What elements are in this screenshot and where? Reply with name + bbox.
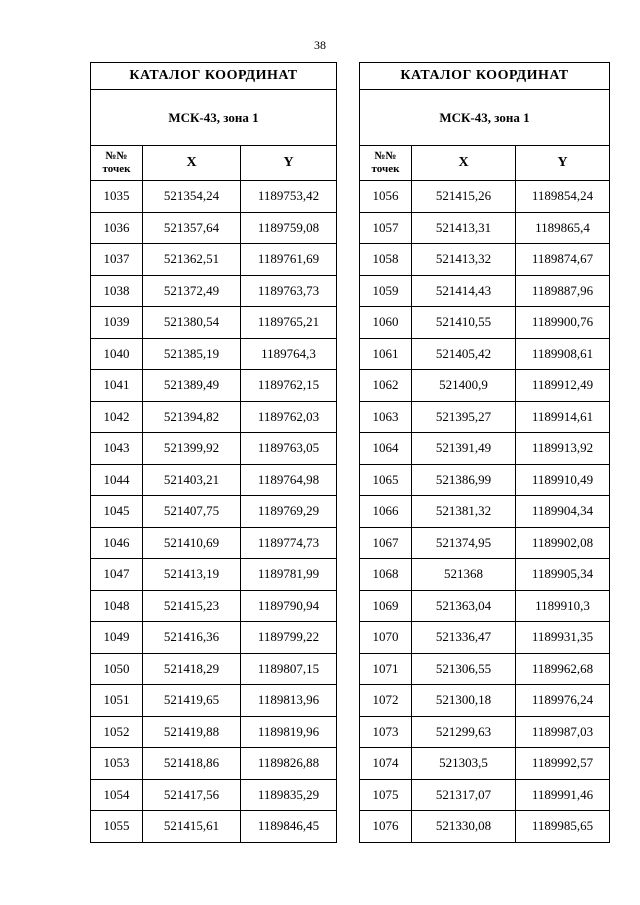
y-coordinate-cell: 1189769,29 bbox=[241, 496, 337, 528]
table-row bbox=[91, 622, 337, 654]
table-row bbox=[91, 370, 337, 402]
page-number: 38 bbox=[314, 38, 326, 52]
column-header-y: Y bbox=[241, 146, 337, 181]
y-coordinate-cell: 1189765,21 bbox=[241, 307, 337, 339]
header-num-symbol: №№ bbox=[374, 150, 397, 162]
y-coordinate-cell: 1189902,08 bbox=[516, 527, 610, 559]
point-number-cell: 1074 bbox=[360, 748, 412, 780]
table-row bbox=[91, 338, 337, 370]
table-row bbox=[91, 779, 337, 811]
x-coordinate-cell: 521400,9 bbox=[412, 370, 516, 402]
x-coordinate-cell: 521363,04 bbox=[412, 590, 516, 622]
point-number-cell: 1056 bbox=[360, 181, 412, 213]
point-number-cell: 1062 bbox=[360, 370, 412, 402]
x-coordinate-cell: 521299,63 bbox=[412, 716, 516, 748]
point-number-cell: 1061 bbox=[360, 338, 412, 370]
table-row bbox=[91, 527, 337, 559]
point-number-cell: 1073 bbox=[360, 716, 412, 748]
y-coordinate-cell: 1189987,03 bbox=[516, 716, 610, 748]
y-coordinate-cell: 1189908,61 bbox=[516, 338, 610, 370]
point-number-cell: 1053 bbox=[91, 748, 143, 780]
point-number-cell: 1035 bbox=[91, 181, 143, 213]
header-num-sub: точек bbox=[102, 163, 131, 175]
table-row bbox=[91, 559, 337, 591]
x-coordinate-cell: 521372,49 bbox=[143, 275, 241, 307]
table-row bbox=[360, 181, 610, 213]
table-row bbox=[360, 433, 610, 465]
table-row bbox=[360, 653, 610, 685]
point-number-cell: 1064 bbox=[360, 433, 412, 465]
x-coordinate-cell: 521405,42 bbox=[412, 338, 516, 370]
y-coordinate-cell: 1189865,4 bbox=[516, 212, 610, 244]
x-coordinate-cell: 521417,56 bbox=[143, 779, 241, 811]
y-coordinate-cell: 1189905,34 bbox=[516, 559, 610, 591]
y-coordinate-cell: 1189914,61 bbox=[516, 401, 610, 433]
table-row bbox=[360, 401, 610, 433]
x-coordinate-cell: 521394,82 bbox=[143, 401, 241, 433]
x-coordinate-cell: 521399,92 bbox=[143, 433, 241, 465]
point-number-cell: 1068 bbox=[360, 559, 412, 591]
y-coordinate-cell: 1189799,22 bbox=[241, 622, 337, 654]
x-coordinate-cell: 521413,19 bbox=[143, 559, 241, 591]
y-coordinate-cell: 1189835,29 bbox=[241, 779, 337, 811]
table-row bbox=[360, 685, 610, 717]
x-coordinate-cell: 521381,32 bbox=[412, 496, 516, 528]
x-coordinate-cell: 521374,95 bbox=[412, 527, 516, 559]
point-number-cell: 1075 bbox=[360, 779, 412, 811]
x-coordinate-cell: 521413,31 bbox=[412, 212, 516, 244]
point-number-cell: 1040 bbox=[91, 338, 143, 370]
y-coordinate-cell: 1189753,42 bbox=[241, 181, 337, 213]
y-coordinate-cell: 1189807,15 bbox=[241, 653, 337, 685]
coordinate-catalog-table-left bbox=[90, 62, 337, 843]
point-number-cell: 1055 bbox=[91, 811, 143, 843]
y-coordinate-cell: 1189781,99 bbox=[241, 559, 337, 591]
y-coordinate-cell: 1189913,92 bbox=[516, 433, 610, 465]
table-row bbox=[360, 559, 610, 591]
catalog-title: КАТАЛОГ КООРДИНАТ bbox=[91, 63, 337, 90]
table-row bbox=[91, 716, 337, 748]
point-number-cell: 1043 bbox=[91, 433, 143, 465]
y-coordinate-cell: 1189887,96 bbox=[516, 275, 610, 307]
point-number-cell: 1041 bbox=[91, 370, 143, 402]
x-coordinate-cell: 521330,08 bbox=[412, 811, 516, 843]
point-number-cell: 1044 bbox=[91, 464, 143, 496]
y-coordinate-cell: 1189764,98 bbox=[241, 464, 337, 496]
y-coordinate-cell: 1189904,34 bbox=[516, 496, 610, 528]
x-coordinate-cell: 521317,07 bbox=[412, 779, 516, 811]
x-coordinate-cell: 521413,32 bbox=[412, 244, 516, 276]
table-row bbox=[360, 338, 610, 370]
x-coordinate-cell: 521385,19 bbox=[143, 338, 241, 370]
table-row bbox=[91, 212, 337, 244]
point-number-cell: 1076 bbox=[360, 811, 412, 843]
table-row bbox=[91, 811, 337, 843]
y-coordinate-cell: 1189762,03 bbox=[241, 401, 337, 433]
table-row bbox=[91, 653, 337, 685]
y-coordinate-cell: 1189912,49 bbox=[516, 370, 610, 402]
table-row bbox=[360, 527, 610, 559]
table-row bbox=[91, 590, 337, 622]
y-coordinate-cell: 1189962,68 bbox=[516, 653, 610, 685]
y-coordinate-cell: 1189763,73 bbox=[241, 275, 337, 307]
x-coordinate-cell: 521395,27 bbox=[412, 401, 516, 433]
y-coordinate-cell: 1189985,65 bbox=[516, 811, 610, 843]
point-number-cell: 1072 bbox=[360, 685, 412, 717]
table-row bbox=[360, 370, 610, 402]
table-row bbox=[91, 748, 337, 780]
point-number-cell: 1050 bbox=[91, 653, 143, 685]
y-coordinate-cell: 1189790,94 bbox=[241, 590, 337, 622]
point-number-cell: 1069 bbox=[360, 590, 412, 622]
column-header-y: Y bbox=[516, 146, 610, 181]
table-row bbox=[360, 716, 610, 748]
x-coordinate-cell: 521410,55 bbox=[412, 307, 516, 339]
point-number-cell: 1046 bbox=[91, 527, 143, 559]
y-coordinate-cell: 1189826,88 bbox=[241, 748, 337, 780]
catalog-rows bbox=[91, 181, 337, 843]
point-number-cell: 1038 bbox=[91, 275, 143, 307]
table-row bbox=[91, 685, 337, 717]
table-row bbox=[360, 748, 610, 780]
x-coordinate-cell: 521418,86 bbox=[143, 748, 241, 780]
x-coordinate-cell: 521389,49 bbox=[143, 370, 241, 402]
y-coordinate-cell: 1189900,76 bbox=[516, 307, 610, 339]
y-coordinate-cell: 1189774,73 bbox=[241, 527, 337, 559]
y-coordinate-cell: 1189763,05 bbox=[241, 433, 337, 465]
x-coordinate-cell: 521336,47 bbox=[412, 622, 516, 654]
x-coordinate-cell: 521415,26 bbox=[412, 181, 516, 213]
point-number-cell: 1045 bbox=[91, 496, 143, 528]
column-header-point-number bbox=[360, 146, 412, 181]
point-number-cell: 1060 bbox=[360, 307, 412, 339]
table-row bbox=[91, 496, 337, 528]
table-row bbox=[360, 779, 610, 811]
y-coordinate-cell: 1189910,3 bbox=[516, 590, 610, 622]
point-number-cell: 1066 bbox=[360, 496, 412, 528]
y-coordinate-cell: 1189854,24 bbox=[516, 181, 610, 213]
point-number-cell: 1047 bbox=[91, 559, 143, 591]
point-number-cell: 1063 bbox=[360, 401, 412, 433]
y-coordinate-cell: 1189910,49 bbox=[516, 464, 610, 496]
point-number-cell: 1049 bbox=[91, 622, 143, 654]
table-row bbox=[360, 244, 610, 276]
x-coordinate-cell: 521416,36 bbox=[143, 622, 241, 654]
point-number-cell: 1051 bbox=[91, 685, 143, 717]
point-number-cell: 1058 bbox=[360, 244, 412, 276]
x-coordinate-cell: 521403,21 bbox=[143, 464, 241, 496]
point-number-cell: 1052 bbox=[91, 716, 143, 748]
y-coordinate-cell: 1189976,24 bbox=[516, 685, 610, 717]
x-coordinate-cell: 521391,49 bbox=[412, 433, 516, 465]
y-coordinate-cell: 1189764,3 bbox=[241, 338, 337, 370]
point-number-cell: 1042 bbox=[91, 401, 143, 433]
table-row bbox=[91, 181, 337, 213]
point-number-cell: 1067 bbox=[360, 527, 412, 559]
table-row bbox=[360, 212, 610, 244]
table-row bbox=[360, 464, 610, 496]
point-number-cell: 1054 bbox=[91, 779, 143, 811]
x-coordinate-cell: 521362,51 bbox=[143, 244, 241, 276]
point-number-cell: 1070 bbox=[360, 622, 412, 654]
table-row bbox=[360, 275, 610, 307]
point-number-cell: 1057 bbox=[360, 212, 412, 244]
column-header-point-number bbox=[91, 146, 143, 181]
x-coordinate-cell: 521414,43 bbox=[412, 275, 516, 307]
x-coordinate-cell: 521303,5 bbox=[412, 748, 516, 780]
coordinate-catalog-table-right bbox=[359, 62, 610, 843]
x-coordinate-cell: 521357,64 bbox=[143, 212, 241, 244]
table-row bbox=[91, 433, 337, 465]
x-coordinate-cell: 521407,75 bbox=[143, 496, 241, 528]
point-number-cell: 1065 bbox=[360, 464, 412, 496]
x-coordinate-cell: 521368 bbox=[412, 559, 516, 591]
x-coordinate-cell: 521415,61 bbox=[143, 811, 241, 843]
x-coordinate-cell: 521419,65 bbox=[143, 685, 241, 717]
table-row bbox=[91, 307, 337, 339]
point-number-cell: 1037 bbox=[91, 244, 143, 276]
table-row bbox=[91, 464, 337, 496]
table-row bbox=[360, 590, 610, 622]
column-header-x: X bbox=[143, 146, 241, 181]
table-row bbox=[360, 496, 610, 528]
x-coordinate-cell: 521419,88 bbox=[143, 716, 241, 748]
x-coordinate-cell: 521306,55 bbox=[412, 653, 516, 685]
catalog-subtitle: МСК-43, зона 1 bbox=[360, 90, 610, 146]
catalog-title: КАТАЛОГ КООРДИНАТ bbox=[360, 63, 610, 90]
header-num-symbol: №№ bbox=[105, 150, 128, 162]
y-coordinate-cell: 1189819,96 bbox=[241, 716, 337, 748]
point-number-cell: 1039 bbox=[91, 307, 143, 339]
header-num-sub: точек bbox=[371, 163, 400, 175]
point-number-cell: 1036 bbox=[91, 212, 143, 244]
table-row bbox=[360, 622, 610, 654]
table-row bbox=[91, 275, 337, 307]
y-coordinate-cell: 1189761,69 bbox=[241, 244, 337, 276]
y-coordinate-cell: 1189931,35 bbox=[516, 622, 610, 654]
column-header-x: X bbox=[412, 146, 516, 181]
catalog-rows bbox=[360, 181, 610, 843]
x-coordinate-cell: 521410,69 bbox=[143, 527, 241, 559]
table-row bbox=[360, 307, 610, 339]
x-coordinate-cell: 521380,54 bbox=[143, 307, 241, 339]
x-coordinate-cell: 521300,18 bbox=[412, 685, 516, 717]
table-row bbox=[360, 811, 610, 843]
x-coordinate-cell: 521354,24 bbox=[143, 181, 241, 213]
y-coordinate-cell: 1189991,46 bbox=[516, 779, 610, 811]
catalog-subtitle: МСК-43, зона 1 bbox=[91, 90, 337, 146]
y-coordinate-cell: 1189759,08 bbox=[241, 212, 337, 244]
y-coordinate-cell: 1189874,67 bbox=[516, 244, 610, 276]
table-row bbox=[91, 401, 337, 433]
point-number-cell: 1059 bbox=[360, 275, 412, 307]
point-number-cell: 1071 bbox=[360, 653, 412, 685]
y-coordinate-cell: 1189992,57 bbox=[516, 748, 610, 780]
table-row bbox=[91, 244, 337, 276]
x-coordinate-cell: 521418,29 bbox=[143, 653, 241, 685]
x-coordinate-cell: 521386,99 bbox=[412, 464, 516, 496]
y-coordinate-cell: 1189762,15 bbox=[241, 370, 337, 402]
y-coordinate-cell: 1189846,45 bbox=[241, 811, 337, 843]
y-coordinate-cell: 1189813,96 bbox=[241, 685, 337, 717]
x-coordinate-cell: 521415,23 bbox=[143, 590, 241, 622]
point-number-cell: 1048 bbox=[91, 590, 143, 622]
